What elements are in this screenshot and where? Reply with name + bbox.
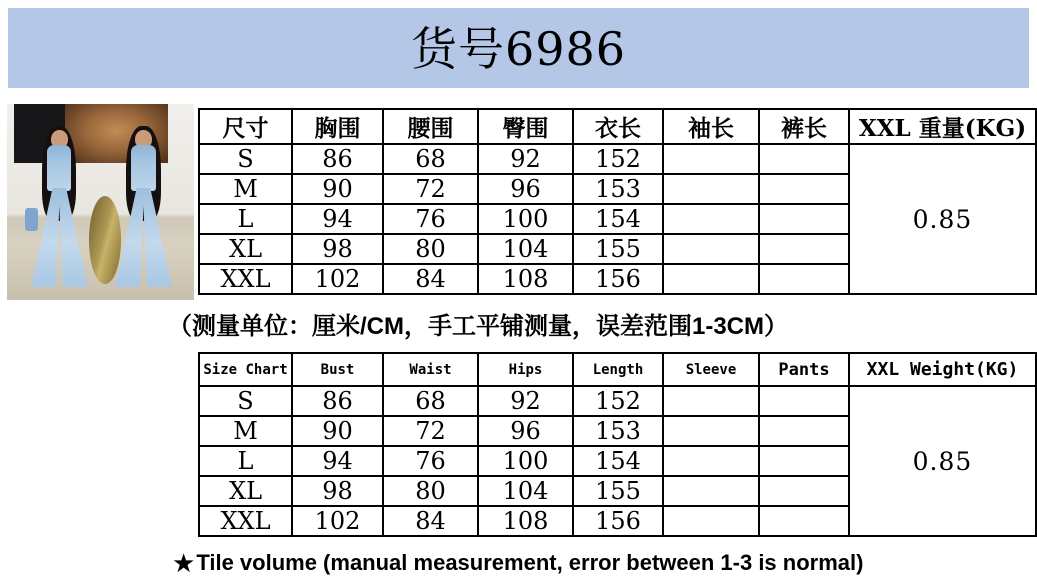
measurement-value: 104 [478,234,573,264]
measurement-value [759,204,849,234]
header-row [199,353,1036,386]
measurement-value [663,234,759,264]
measurement-value: 84 [383,506,478,536]
measurement-value [759,234,849,264]
column-header-pants: Pants [759,353,849,386]
size-label: XL [199,234,292,264]
measurement-value: 155 [573,234,663,264]
model-front-figure [24,126,95,291]
measurement-value: 102 [292,506,383,536]
size-label: L [199,204,292,234]
column-header-size-chart: Size Chart [199,353,292,386]
measurement-value [663,506,759,536]
measurement-value: 108 [478,264,573,294]
measurement-value [663,386,759,416]
measurement-value [759,144,849,174]
measurement-value: 104 [478,476,573,506]
column-header-length: 衣长 [573,109,663,144]
measurement-value: 90 [292,416,383,446]
measurement-value [663,416,759,446]
measurement-value: 80 [383,476,478,506]
star-icon: ★ [172,548,196,578]
measurement-value [759,386,849,416]
measurement-value: 98 [292,476,383,506]
column-header-size: 尺寸 [199,109,292,144]
measurement-value [759,416,849,446]
denim-handbag [25,208,38,231]
measurement-value: 156 [573,264,663,294]
column-header-bust: Bust [292,353,383,386]
measurement-value: 152 [573,386,663,416]
column-header-waist: Waist [383,353,478,386]
size-table-english [198,352,1037,537]
size-row-s [199,144,1036,174]
measurement-value: 76 [383,204,478,234]
measurement-value: 94 [292,446,383,476]
measurement-value: 98 [292,234,383,264]
measurement-note-en [172,548,863,579]
measurement-value: 92 [478,144,573,174]
measurement-value [663,144,759,174]
column-header-sleeve: Sleeve [663,353,759,386]
model-back-figure [108,126,179,291]
measurement-value [663,264,759,294]
measurement-value: 86 [292,144,383,174]
measurement-value: 90 [292,174,383,204]
measurement-value [759,264,849,294]
item-number-banner [8,8,1029,88]
size-label: XXL [199,264,292,294]
size-label: M [199,174,292,204]
item-number-title: 货号6986 [410,22,627,76]
measurement-note-en-text: Tile volume (manual measurement, error between 1-3 is normal) [196,550,864,575]
measurement-value: 94 [292,204,383,234]
measurement-value: 154 [573,446,663,476]
column-header-xxl-weight: XXL 重量(KG) [849,109,1036,144]
measurement-value [663,204,759,234]
denim-jumpsuit-torso [47,145,71,191]
measurement-note-cn: （测量单位：厘米/CM，手工平铺测量，误差范围1-3CM） [168,313,789,340]
size-label: L [199,446,292,476]
size-label: XXL [199,506,292,536]
measurement-value: 72 [383,416,478,446]
measurement-value: 156 [573,506,663,536]
measurement-value: 72 [383,174,478,204]
column-header-bust: 胸围 [292,109,383,144]
measurement-value: 96 [478,416,573,446]
measurement-value: 92 [478,386,573,416]
xxl-weight-value: 0.85 [849,144,1036,294]
column-header-hips: Hips [478,353,573,386]
measurement-value: 68 [383,386,478,416]
measurement-value [759,446,849,476]
header-row [199,109,1036,144]
measurement-value: 100 [478,204,573,234]
measurement-value [759,476,849,506]
measurement-value [759,506,849,536]
measurement-value: 84 [383,264,478,294]
measurement-value [663,476,759,506]
measurement-value: 152 [573,144,663,174]
measurement-value [759,174,849,204]
measurement-value [663,446,759,476]
xxl-weight-value: 0.85 [849,386,1036,536]
measurement-value: 100 [478,446,573,476]
measurement-value: 68 [383,144,478,174]
size-table-chinese [198,108,1037,295]
column-header-sleeve: 袖长 [663,109,759,144]
size-label: S [199,386,292,416]
denim-wide-leg-pants [31,188,88,287]
denim-wide-leg-pants [115,188,172,287]
measurement-value [663,174,759,204]
measurement-value: 155 [573,476,663,506]
measurement-value: 96 [478,174,573,204]
column-header-xxl-weight: XXL Weight(KG) [849,353,1036,386]
column-header-pants: 裤长 [759,109,849,144]
size-label: S [199,144,292,174]
size-row-s [199,386,1036,416]
measurement-value: 76 [383,446,478,476]
measurement-value: 153 [573,416,663,446]
measurement-value: 80 [383,234,478,264]
product-photo-1 [7,104,194,300]
size-label: XL [199,476,292,506]
size-label: M [199,416,292,446]
measurement-value: 86 [292,386,383,416]
measurement-value: 154 [573,204,663,234]
measurement-value: 153 [573,174,663,204]
column-header-hips: 臀围 [478,109,573,144]
measurement-value: 108 [478,506,573,536]
measurement-value: 102 [292,264,383,294]
column-header-length: Length [573,353,663,386]
denim-jumpsuit-torso [131,145,155,191]
column-header-waist: 腰围 [383,109,478,144]
